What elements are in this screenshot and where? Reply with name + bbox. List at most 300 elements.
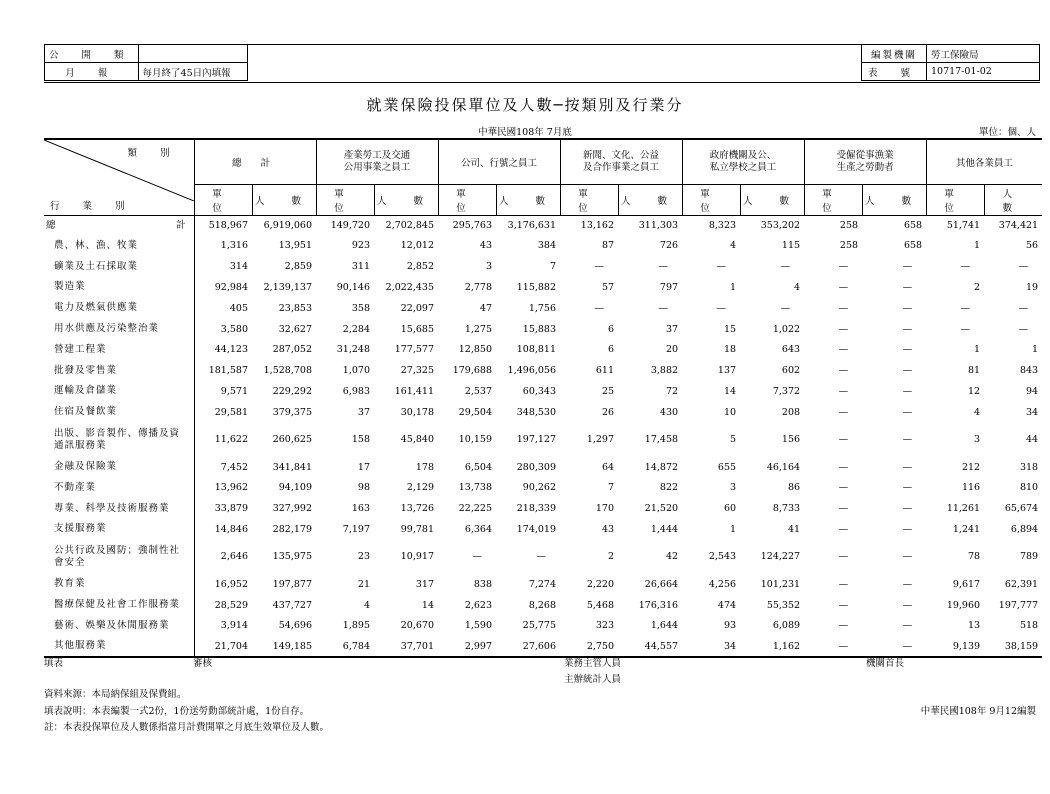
cell-news-persons: 26,664 [644, 578, 679, 590]
group-header-company: 公司、行號之員工 [438, 139, 560, 185]
cell-fishery-persons: 658 [903, 220, 923, 232]
cell-company-units: 295,763 [452, 220, 493, 232]
cell-other-persons: 518 [1019, 620, 1039, 632]
cell-other-units: 81 [967, 365, 981, 377]
business-head-label: 業務主管人員 [564, 658, 622, 669]
cell-industrial-persons: 45,840 [400, 434, 435, 446]
cell-company-persons: 218,339 [516, 503, 557, 515]
cell-industrial-units: 923 [351, 240, 370, 252]
cell-fishery-units: — [838, 551, 849, 563]
sub-header-persons: 人 數 [862, 185, 926, 216]
cell-company-units: 6,504 [464, 461, 493, 473]
cell-total-persons: 287,052 [272, 344, 312, 356]
cell-industrial-persons: 2,129 [406, 482, 435, 494]
cell-news-persons: 3,882 [650, 365, 679, 377]
sub-header-persons: 人 數 [252, 185, 316, 216]
cell-other-units: 12 [967, 385, 981, 397]
table-row [44, 360, 1042, 381]
report-period: 中華民國108年 7月底 [478, 127, 572, 138]
header-right-box [861, 44, 1040, 81]
cell-fishery-units: — [838, 434, 849, 446]
cell-news-units: 13,162 [580, 220, 615, 232]
cell-total-persons: 282,179 [272, 523, 312, 535]
cell-company-units: 13,738 [458, 482, 493, 494]
cell-industrial-units: 358 [351, 302, 370, 314]
cell-industrial-persons: 12,012 [400, 240, 435, 252]
cell-fishery-persons: — [902, 503, 913, 515]
table-row [44, 540, 1042, 574]
cell-company-units: 2,778 [464, 281, 493, 293]
cell-fishery-units: — [838, 344, 849, 356]
cell-company-units: 6,364 [464, 523, 493, 535]
cell-government-units: 10 [723, 406, 737, 418]
cell-other-persons: 318 [1019, 461, 1039, 473]
cell-fishery-persons: — [902, 578, 913, 590]
group-header-news: 新聞、文化、公益 及合作事業之員工 [560, 139, 682, 185]
cell-company-units: 10,159 [458, 434, 493, 446]
cell-industrial-units: 23 [357, 551, 370, 563]
cell-industrial-units: 149,720 [330, 220, 370, 232]
main-table [44, 138, 1042, 658]
table-row [44, 574, 1042, 595]
table-row [44, 381, 1042, 402]
cell-government-units: 474 [717, 599, 737, 611]
row-label: 支援服務業 [44, 519, 194, 540]
report-type-label: 月 報 [45, 63, 139, 81]
table-row [44, 402, 1042, 423]
cell-company-units: 1,590 [464, 620, 493, 632]
cell-government-persons: 1,162 [740, 636, 804, 657]
cell-industrial-persons: 178 [415, 461, 435, 473]
cell-industrial-persons: 99,781 [400, 523, 435, 535]
cell-other-units: — [960, 302, 971, 314]
cell-news-units: 323 [595, 620, 615, 632]
cell-industrial-units: 21 [357, 578, 370, 590]
agency-value: 勞工保險局 [927, 45, 1040, 63]
cell-company-persons: 384 [537, 240, 557, 252]
cell-industrial-units: 31,248 [336, 344, 370, 356]
cell-other-units: 19,960 [946, 599, 981, 611]
cell-company-persons: 3,176,631 [507, 220, 557, 232]
cell-fishery-units: — [838, 323, 849, 335]
cell-government-persons: 156 [781, 434, 801, 446]
cell-government-persons: 115 [781, 240, 801, 252]
cell-other-persons: 197,777 [998, 599, 1039, 611]
table-body [44, 216, 1042, 658]
cell-other-units: 4 [974, 406, 981, 418]
cell-news-units: — [594, 302, 605, 314]
cell-government-units: 1 [730, 281, 737, 293]
sub-header-units: 單 位 [438, 185, 496, 216]
cell-industrial-units: 17 [357, 461, 370, 473]
cell-fishery-units: — [838, 406, 849, 418]
cell-government-units: 15 [723, 323, 737, 335]
cell-news-units: 25 [601, 385, 615, 397]
cell-other-persons: 34 [1026, 406, 1039, 418]
cell-other-persons: — [1018, 302, 1029, 314]
cell-news-units: 6 [607, 344, 615, 356]
cell-fishery-units: 258 [839, 220, 859, 232]
cell-news-units: 7 [607, 482, 615, 494]
cell-company-units: — [472, 551, 483, 563]
table-row [44, 595, 1042, 616]
cell-government-persons: 1,022 [772, 323, 801, 335]
cell-other-persons: 38,159 [984, 636, 1042, 657]
cell-government-units: 18 [723, 344, 737, 356]
cell-company-persons: — [536, 551, 547, 563]
cell-fishery-units: — [838, 461, 849, 473]
group-header-other: 其他各業員工 [926, 139, 1042, 185]
cell-news-persons: 14,872 [644, 461, 679, 473]
cell-fishery-persons: — [902, 323, 913, 335]
cell-government-units: 34 [682, 636, 740, 657]
cell-fishery-units: 258 [839, 240, 859, 252]
cell-fishery-persons: — [902, 434, 913, 446]
cell-government-persons: 86 [787, 482, 801, 494]
cell-total-persons: 260,625 [272, 434, 312, 446]
sub-header-units: 單 位 [194, 185, 252, 216]
cell-other-persons: 1 [1032, 344, 1039, 356]
cell-government-units: 60 [723, 503, 737, 515]
cell-news-persons: 797 [659, 281, 679, 293]
sub-header-persons: 人 數 [984, 185, 1042, 216]
cell-government-persons: — [780, 302, 791, 314]
cell-company-units: 2,623 [464, 599, 493, 611]
cell-fishery-units: — [838, 620, 849, 632]
cell-company-persons: 60,343 [522, 385, 557, 397]
cell-industrial-persons: 37,701 [374, 636, 438, 657]
cell-news-persons: 726 [659, 240, 679, 252]
cell-company-persons: 27,606 [496, 636, 560, 657]
cell-news-persons: 17,458 [644, 434, 679, 446]
cell-fishery-units: — [838, 578, 849, 590]
cell-company-units: 179,688 [452, 365, 493, 377]
sub-header-persons: 人 數 [618, 185, 682, 216]
cell-fishery-units: — [838, 365, 849, 377]
cell-company-units: 47 [479, 302, 493, 314]
cell-industrial-persons: 14 [421, 599, 435, 611]
cell-industrial-persons: 10,917 [400, 551, 435, 563]
cell-total-persons: 2,859 [284, 261, 312, 273]
cell-other-units: 13 [967, 620, 981, 632]
cell-fishery-persons: — [902, 302, 913, 314]
report-deadline: 每月終了45日內填報 [138, 63, 247, 81]
cell-fishery-units: — [838, 281, 849, 293]
cell-fishery-persons: — [902, 365, 913, 377]
cell-government-units: — [716, 302, 727, 314]
cell-total-units: 16,952 [214, 578, 248, 590]
cell-total-units: 3,580 [220, 323, 248, 335]
sub-header-units: 單 位 [560, 185, 618, 216]
cell-other-units: 212 [961, 461, 981, 473]
group-header-total: 總 計 [194, 139, 316, 185]
group-header-government: 政府機關及公、 私立學校之員工 [682, 139, 804, 185]
row-label: 出版、影音製作、傳播及資通訊服務業 [44, 423, 194, 457]
cell-fishery-units: — [838, 523, 849, 535]
cell-total-units: 1,316 [220, 240, 248, 252]
cell-other-units: 3 [974, 434, 981, 446]
cell-news-persons: — [658, 302, 669, 314]
cell-total-persons: 94,109 [278, 482, 312, 494]
cell-news-units: 611 [595, 365, 615, 377]
cell-total-persons: 1,528,708 [263, 365, 312, 377]
cell-total-persons: 54,696 [278, 620, 312, 632]
cell-other-units: — [960, 323, 971, 335]
cell-total-persons: 135,975 [272, 551, 312, 563]
cell-fishery-units: — [804, 636, 862, 657]
cell-total-units: 11,622 [214, 434, 248, 446]
cell-industrial-units: 98 [357, 482, 370, 494]
row-label: 農、林、漁、牧業 [44, 236, 194, 257]
table-row [44, 615, 1042, 636]
cell-other-units: 51,741 [946, 220, 981, 232]
table-row [44, 256, 1042, 277]
note-source: 資料來源：本局納保組及保費組。 [44, 689, 187, 700]
cell-total-units: 518,967 [208, 220, 248, 232]
cell-total-persons: 23,853 [278, 302, 312, 314]
cell-government-persons: 208 [781, 406, 801, 418]
cell-news-units: 1,297 [586, 434, 615, 446]
cell-company-units: 3 [485, 261, 493, 273]
row-label: 運輸及倉儲業 [44, 381, 194, 402]
cell-total-units: 181,587 [208, 365, 248, 377]
statistics-head-label: 主辦統計人員 [564, 674, 622, 685]
cell-industrial-persons: 2,702,845 [385, 220, 435, 232]
cell-government-units: 3 [730, 482, 737, 494]
cell-news-persons: 21,520 [644, 503, 679, 515]
cell-other-persons: 374,421 [998, 220, 1039, 232]
cell-fishery-persons: — [902, 385, 913, 397]
agency-head-label: 機關首長 [866, 658, 905, 669]
cell-government-units: 4 [730, 240, 737, 252]
cell-industrial-units: 1,895 [342, 620, 370, 632]
cell-government-persons: 7,372 [772, 385, 801, 397]
cell-company-persons: 7 [549, 261, 557, 273]
public-class-value [138, 45, 247, 63]
cell-news-persons: 430 [659, 406, 679, 418]
cell-other-persons: 44 [1026, 434, 1039, 446]
cell-government-persons: 46,164 [766, 461, 801, 473]
agency-label: 編製機關 [862, 45, 927, 63]
cell-fishery-persons: — [902, 551, 913, 563]
group-header-industrial: 產業勞工及交通 公用事業之員工 [316, 139, 438, 185]
cell-news-units: 2,750 [560, 636, 618, 657]
cell-company-persons: 7,274 [528, 578, 557, 590]
cell-industrial-units: 6,784 [316, 636, 374, 657]
table-row [44, 498, 1042, 519]
row-label: 不動產業 [44, 477, 194, 498]
cell-government-units: 14 [723, 385, 737, 397]
sub-header-units: 單 位 [682, 185, 740, 216]
row-label: 電力及燃氣供應業 [44, 298, 194, 319]
cell-fishery-persons: — [902, 482, 913, 494]
cell-total-persons: 341,841 [272, 461, 312, 473]
cell-government-persons: 4 [794, 281, 801, 293]
cell-government-persons: 602 [781, 365, 801, 377]
row-label: 金融及保險業 [44, 457, 194, 478]
cell-industrial-persons: 317 [415, 578, 435, 590]
cell-company-units: 2,997 [438, 636, 496, 657]
cell-news-units: 43 [601, 523, 615, 535]
cell-fishery-persons: — [902, 344, 913, 356]
cell-company-persons: 8,268 [528, 599, 557, 611]
cell-news-units: 5,468 [586, 599, 615, 611]
filler-label: 填表 [44, 658, 64, 669]
corner-category-label: 類 別 [127, 148, 180, 159]
cell-government-units: — [716, 261, 727, 273]
cell-other-persons: 94 [1026, 385, 1039, 397]
cell-fishery-persons: 658 [903, 240, 923, 252]
cell-industrial-persons: 13,726 [400, 503, 435, 515]
cell-news-persons: 72 [665, 385, 679, 397]
cell-fishery-persons: — [902, 406, 913, 418]
cell-industrial-units: 37 [357, 406, 370, 418]
row-label: 藝術、娛樂及休閒服務業 [44, 615, 194, 636]
table-row [44, 457, 1042, 478]
cell-fishery-persons: — [902, 281, 913, 293]
cell-total-units: 44,123 [214, 344, 248, 356]
cell-industrial-persons: 27,325 [400, 365, 435, 377]
cell-other-units: 2 [974, 281, 981, 293]
cell-company-persons: 1,496,056 [507, 365, 557, 377]
note-remark: 註：本表投保單位及人數係指當月計費開單之月底生效單位及人數。 [44, 722, 330, 733]
total-row [44, 216, 1042, 236]
cell-total-persons: 327,992 [272, 503, 312, 515]
cell-company-persons: 15,883 [522, 323, 557, 335]
cell-government-units: 1 [730, 523, 737, 535]
cell-industrial-units: 158 [351, 434, 370, 446]
cell-company-units: 29,504 [458, 406, 493, 418]
cell-industrial-persons: 177,577 [394, 344, 435, 356]
cell-company-persons: 25,775 [522, 620, 557, 632]
cell-news-persons: 1,444 [650, 523, 679, 535]
cell-total-persons: 379,375 [272, 406, 312, 418]
cell-industrial-units: 163 [351, 503, 370, 515]
cell-total-units: 2,646 [220, 551, 248, 563]
cell-news-units: 2 [607, 551, 615, 563]
sub-header-persons: 人 數 [740, 185, 804, 216]
cell-news-units: 6 [607, 323, 615, 335]
table-row [44, 423, 1042, 457]
table-row [44, 477, 1042, 498]
cell-total-units: 14,846 [214, 523, 248, 535]
cell-total-units: 29,581 [214, 406, 248, 418]
cell-other-persons: 843 [1019, 365, 1039, 377]
cell-other-units: 1,241 [952, 523, 981, 535]
cell-government-persons: 55,352 [766, 599, 801, 611]
cell-industrial-persons: 2,852 [406, 261, 435, 273]
cell-government-units: 655 [717, 461, 737, 473]
cell-company-persons: 174,019 [516, 523, 557, 535]
cell-fishery-units: — [838, 385, 849, 397]
cell-industrial-units: 7,197 [342, 523, 370, 535]
cell-fishery-persons: — [902, 620, 913, 632]
cell-company-persons: 108,811 [516, 344, 557, 356]
cell-company-units: 43 [479, 240, 493, 252]
cell-news-units: 87 [601, 240, 615, 252]
note-instruction: 填表說明：本表編製一式2份，1份送勞動部統計處，1份自存。 [44, 706, 310, 717]
cell-other-units: 9,139 [926, 636, 984, 657]
sub-header-units: 單 位 [804, 185, 862, 216]
cell-total-units: 405 [229, 302, 248, 314]
cell-news-persons: 1,644 [650, 620, 679, 632]
sub-header-persons: 人 數 [496, 185, 560, 216]
table-row [44, 236, 1042, 257]
cell-government-persons: 41 [787, 523, 801, 535]
cell-news-persons: 44,557 [618, 636, 682, 657]
cell-total-persons: 32,627 [278, 323, 312, 335]
cell-government-persons: 6,089 [772, 620, 801, 632]
cell-news-persons: 822 [659, 482, 679, 494]
cell-government-persons: 353,202 [760, 220, 801, 232]
cell-other-persons: — [1018, 323, 1029, 335]
cell-industrial-units: 6,983 [342, 385, 370, 397]
cell-government-units: 2,543 [708, 551, 737, 563]
cell-other-persons: 810 [1019, 482, 1039, 494]
cell-other-persons: 19 [1026, 281, 1039, 293]
cell-fishery-units: — [838, 261, 849, 273]
cell-other-persons: — [1018, 261, 1029, 273]
row-label: 批發及零售業 [44, 360, 194, 381]
row-label: 製造業 [44, 277, 194, 298]
cell-total-units: 13,962 [214, 482, 248, 494]
row-label: 住宿及餐飲業 [44, 402, 194, 423]
cell-total-units: 314 [229, 261, 248, 273]
cell-news-persons: 311,303 [638, 220, 679, 232]
cell-total-persons: 6,919,060 [263, 220, 312, 232]
row-label: 其他服務業 [44, 636, 194, 657]
cell-other-persons: 56 [1026, 240, 1039, 252]
cell-company-persons: 1,756 [528, 302, 557, 314]
cell-industrial-persons: 30,178 [400, 406, 435, 418]
cell-total-units: 28,529 [214, 599, 248, 611]
cell-total-persons: 2,139,137 [263, 281, 312, 293]
cell-industrial-persons: 161,411 [394, 385, 435, 397]
row-label: 專業、科學及技術服務業 [44, 498, 194, 519]
cell-other-persons: 789 [1019, 551, 1039, 563]
table-row [44, 339, 1042, 360]
cell-fishery-units: — [838, 482, 849, 494]
cell-industrial-units: 1,070 [342, 365, 370, 377]
cell-news-persons: 37 [665, 323, 679, 335]
sub-header-units: 單 位 [316, 185, 374, 216]
cell-industrial-persons: 2,022,435 [385, 281, 435, 293]
corner-industry-label: 行 業 別 [50, 201, 135, 212]
cell-company-units: 2,537 [464, 385, 493, 397]
row-label: 用水供應及污染整治業 [44, 319, 194, 340]
sub-header-units: 單 位 [926, 185, 984, 216]
cell-total-persons: 437,727 [272, 599, 312, 611]
cell-total-persons: 149,185 [252, 636, 316, 657]
cell-fishery-persons: — [862, 636, 926, 657]
cell-other-units: 11,261 [946, 503, 981, 515]
cell-news-units: — [594, 261, 605, 273]
table-row [44, 636, 1042, 657]
cell-total-persons: 229,292 [272, 385, 312, 397]
cell-government-persons: 124,227 [760, 551, 801, 563]
cell-news-units: 64 [601, 461, 615, 473]
cell-news-persons: — [658, 261, 669, 273]
table-row [44, 298, 1042, 319]
cell-news-units: 57 [601, 281, 615, 293]
page-title: 就業保險投保單位及人數─按類別及行業分 [366, 96, 684, 114]
cell-industrial-units: 90,146 [336, 281, 370, 293]
cell-other-units: 1 [974, 344, 981, 356]
row-label: 公共行政及國防；強制性社會安全 [44, 540, 194, 574]
cell-government-units: 137 [717, 365, 737, 377]
cell-fishery-units: — [838, 599, 849, 611]
cell-fishery-persons: — [902, 261, 913, 273]
